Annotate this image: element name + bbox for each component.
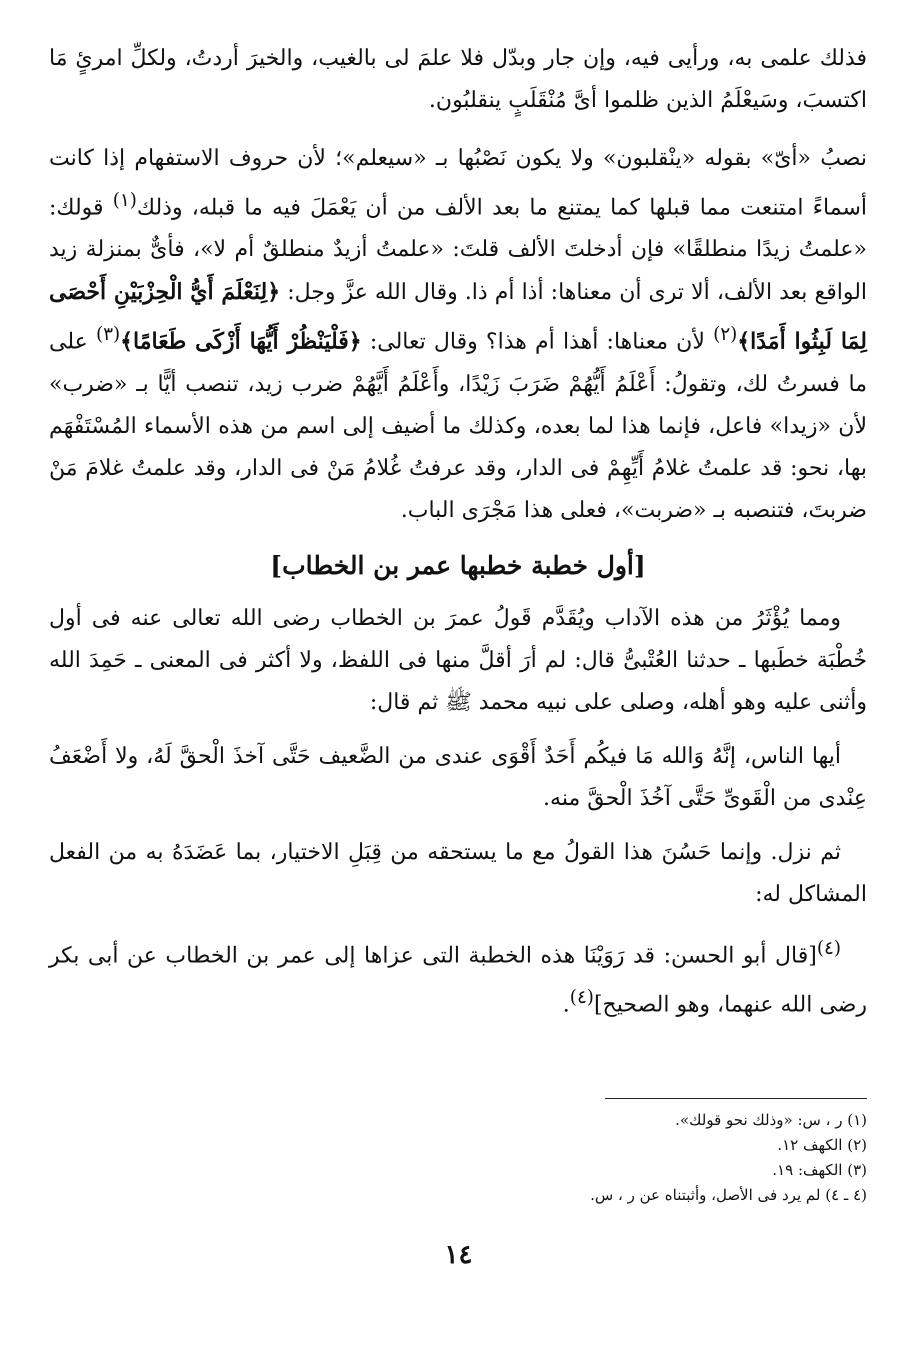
page-number: ١٤ bbox=[444, 1240, 473, 1270]
paragraph-2-part-b: قولك: «علمتُ زيدًا منطلقًا» فإن أدخلتَ الألف قلتَ: «علمتُ أزيدٌ منطلقٌ أم لا»، فأىٌّ بمنزلة زيد الواقع بعد الألف، ألا ترى أن معناها: أذا أم ذا. وقال الله عزَّ وجل: bbox=[49, 195, 868, 306]
paragraph-2-part-c: لأن معناها: أهذا أم هذا؟ وقال تعالى: bbox=[361, 329, 714, 355]
paragraph-1 bbox=[49, 38, 867, 122]
paragraph-6-end: . bbox=[562, 992, 570, 1018]
paragraph-3 bbox=[49, 598, 867, 724]
page-body bbox=[49, 38, 867, 1038]
footnote-4: (٤ ـ ٤) لم يرد فى الأصل، وأثبتناه عن ر ، س. bbox=[590, 1186, 867, 1204]
paragraph-3-text: ومما يُؤْثَرُ من هذه الآداب ويُقَدَّم قَولُ عمرَ بن الخطاب رضى الله تعالى عنه فى أول خُطْبَة خطَبها ـ حدثنا العُتْبىُّ قال: لم أرَ أقلَّ منها فى اللفظ، ولا أكثر فى المعنى ـ حَمِدَ الله وأثنى عليه وهو أهله، وصلى على نبيه محمد ﷺ ثم قال: bbox=[49, 605, 867, 715]
paragraph-4 bbox=[49, 736, 867, 820]
paragraph-2 bbox=[49, 138, 867, 532]
footnote-ref-2[interactable]: (٢) bbox=[713, 324, 738, 346]
footnote-ref-3[interactable]: (٣) bbox=[95, 324, 121, 346]
footnote-ref-4-start[interactable]: (٤) bbox=[816, 937, 841, 959]
paragraph-1-text: فذلك علمى به، ورأيى فيه، وإن جار وبدّل فلا علمَ لى بالغيب، والخيرَ أردتُ، ولكلِّ امرئٍ مَا اكتسبَ، وسَيعْلَمُ الذين ظلموا أىَّ مُنْقَلَبٍ ينقلبُون. bbox=[49, 46, 867, 113]
footnote-2: (٢) الكهف ١٢. bbox=[777, 1136, 867, 1154]
paragraph-2-part-a: نصبُ «أىّ» بقوله «ينْقلبون» ولا يكون نَصْبُها بـ «سيعلم»؛ لأن حروف الاستفهام إذا كانت أسماءً امتنعت مما قبلها كما يمتنع ما بعد الألف من أن يَعْمَلَ فيه ما قبله، وذلك bbox=[49, 146, 867, 221]
paragraph-6-text: [قال أبو الحسن: قد رَوَيْنَا هذه الخطبة التى عزاها إلى عمر بن الخطاب عن أبى بكر رضى الله عنهما، وهو الصحيح] bbox=[49, 942, 867, 1018]
footnotes bbox=[267, 1108, 867, 1208]
footnote-3: (٣) الكهف: ١٩. bbox=[772, 1161, 867, 1179]
paragraph-2-part-d: على ما فسرتُ لك، وتقولُ: أَعْلَمُ أَيُّهُمْ ضَرَبَ زَيْدًا، وأَعْلَمُ أَيَّهُمْ ضرب زيد، تنصب أيًّا بـ «ضرب» لأن «زيدا» فاعل، فإنما هذا لما بعده، وكذلك ما أضيف إلى اسم من هذه الأسماء المُسْتَفْهَم بها، نحو: قد علمتُ غلامُ أَيِّهِمْ فى الدار، وقد عرفتُ غُلامُ مَنْ فى الدار، وقد علمتُ غلامَ مَنْ ضربتَ، فتنصبه بـ «ضربت»، فعلى هذا مَجْرَى الباب. bbox=[49, 329, 867, 523]
footnote-ref-1[interactable]: (١) bbox=[112, 190, 137, 211]
section-heading: [أول خطبة خطبها عمر بن الخطاب] bbox=[270, 550, 646, 580]
paragraph-5-text: ثم نزل. وإنما حَسُنَ هذا القولُ مع ما يستحقه من قِبَلِ الاختيار، بما عَضَدَهُ به من الفعل المشاكل له: bbox=[49, 839, 867, 907]
footnote-divider bbox=[605, 1098, 867, 1099]
footnote-1: (١) ر ، س: «وذلك نحو قولك». bbox=[675, 1111, 867, 1129]
footnote-ref-4-end[interactable]: (٤) bbox=[569, 986, 594, 1008]
quran-quote-1: ﴿لِنَعْلَمَ أَيُّ الْحِزْبَيْنِ أَحْصَى لِمَا لَبِثُوا أَمَدًا﴾ bbox=[49, 279, 867, 355]
paragraph-6 bbox=[49, 928, 867, 1027]
paragraph-5 bbox=[49, 832, 867, 916]
quran-quote-2: ﴿فَلْيَنْظُرْ أَيُّهَا أَزْكَى طَعَامًا﴾ bbox=[120, 328, 362, 355]
paragraph-4-text: أيها الناس، إنَّهُ وَالله مَا فيكُم أَحَدٌ أَقْوَى عندى من الضَّعيف حَتَّى آخذَ الْحقَّ لَهُ، ولا أَضْعَفُ عِنْدى من الْقَوىِّ حَتَّى آخُذَ الْحقَّ منه. bbox=[49, 743, 867, 811]
